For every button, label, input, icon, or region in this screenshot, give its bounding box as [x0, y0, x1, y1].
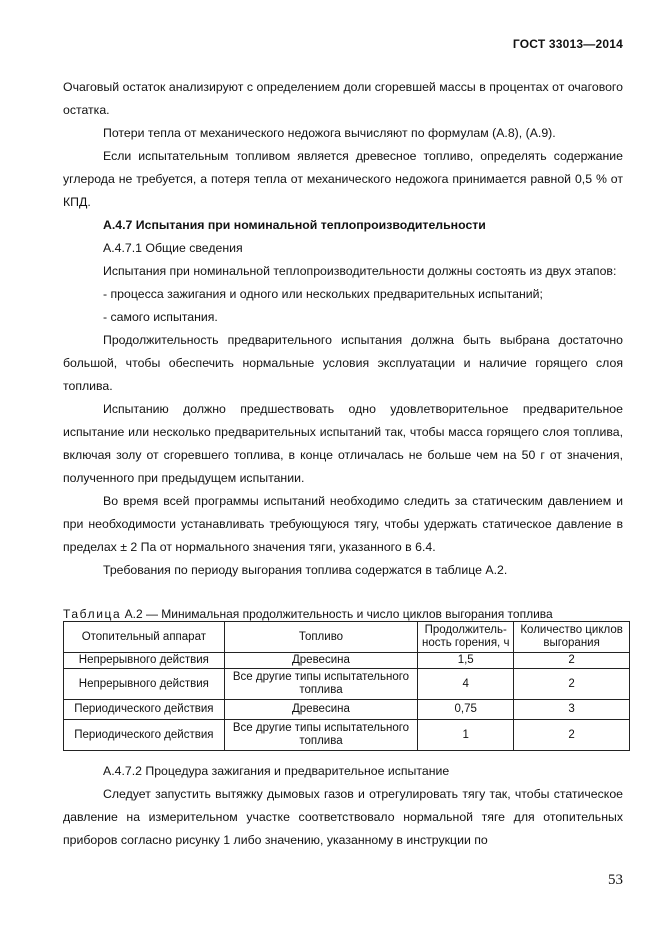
page-number: 53 [608, 872, 623, 888]
table-header-cycles: Количество циклов выгорания [514, 622, 630, 653]
paragraph: Очаговый остаток анализируют с определением доли сгоревшей массы в процентах от очагового остатка. [63, 80, 623, 117]
cell-apparatus: Периодического действия [64, 720, 225, 751]
table-header-duration: Продолжитель-ность горения, ч [418, 622, 514, 653]
paragraph: Если испытательным топливом является древесное топливо, определять содержание углерода не требуется, а потеря тепла от механического недожога принимается равной 0,5 % от КПД. [63, 149, 623, 209]
paragraph: Потери тепла от механического недожога вычисляют по формулам (А.8), (А.9). [103, 126, 556, 140]
list-item: - процесса зажигания и одного или нескольких предварительных испытаний; [103, 287, 543, 301]
table-row [64, 700, 630, 720]
cell-fuel: Все другие типы испытательного топлива [224, 720, 418, 751]
cell-duration: 1,5 [418, 653, 514, 669]
subsection-heading: А.4.7.1 Общие сведения [103, 241, 243, 255]
paragraph: Требования по периоду выгорания топлива содержатся в таблице А.2. [103, 563, 508, 577]
cell-duration: 4 [418, 669, 514, 700]
table-row [64, 669, 630, 700]
cell-cycles: 2 [514, 720, 630, 751]
paragraph: Следует запустить вытяжку дымовых газов и отрегулировать тягу так, чтобы статическое давление на измерительном участке соответствовало нормальной тяге для отопительных приборов согласно рисунку 1 либо значению, указанному в инструкции по [63, 787, 623, 847]
burning-time-table [63, 621, 630, 751]
paragraph: Испытанию должно предшествовать одно удовлетворительное предварительное испытание или несколько предварительных испытаний так, чтобы масса горящего слоя топлива, включая золу от сгоревшего топлива, в конце отличалась не больше чем на 50 г от значения, полученного при предыдущем испытании. [63, 402, 623, 485]
table-header-apparatus: Отопительный аппарат [64, 622, 225, 653]
section-heading: А.4.7 Испытания при номинальной теплопроизводительности [103, 218, 486, 232]
list-item: - самого испытания. [103, 310, 218, 324]
cell-duration: 1 [418, 720, 514, 751]
cell-duration: 0,75 [418, 700, 514, 720]
table-caption [63, 607, 553, 621]
paragraph: Продолжительность предварительного испытания должна быть выбрана достаточно большой, чтобы обеспечить нормальные условия эксплуатации и наличие горящего слоя топлива. [63, 333, 623, 393]
cell-fuel: Древесина [224, 700, 418, 720]
cell-apparatus: Периодического действия [64, 700, 225, 720]
table-caption-prefix: Таблица [63, 607, 122, 621]
paragraph: Во время всей программы испытаний необходимо следить за статическим давлением и при необходимости устанавливать требующуюся тягу, чтобы удержать статическое давление в пределах ± 2 Па от нормального значения тяги, указанного в 6.4. [63, 494, 623, 554]
cell-fuel: Все другие типы испытательного топлива [224, 669, 418, 700]
body-text [63, 76, 623, 582]
table-caption-text: А.2 — Минимальная продолжительность и число циклов выгорания топлива [121, 607, 553, 621]
document-header: ГОСТ 33013—2014 [512, 37, 623, 51]
subsection-heading: А.4.7.2 Процедура зажигания и предварительное испытание [103, 764, 450, 778]
table-row [64, 720, 630, 751]
paragraph: Испытания при номинальной теплопроизводительности должны состоять из двух этапов: [103, 264, 617, 278]
table-header-fuel: Топливо [224, 622, 418, 653]
body-text-continued [63, 760, 623, 852]
table-row [64, 653, 630, 669]
cell-apparatus: Непрерывного действия [64, 653, 225, 669]
cell-fuel: Древесина [224, 653, 418, 669]
cell-cycles: 2 [514, 653, 630, 669]
cell-cycles: 3 [514, 700, 630, 720]
cell-cycles: 2 [514, 669, 630, 700]
cell-apparatus: Непрерывного действия [64, 669, 225, 700]
